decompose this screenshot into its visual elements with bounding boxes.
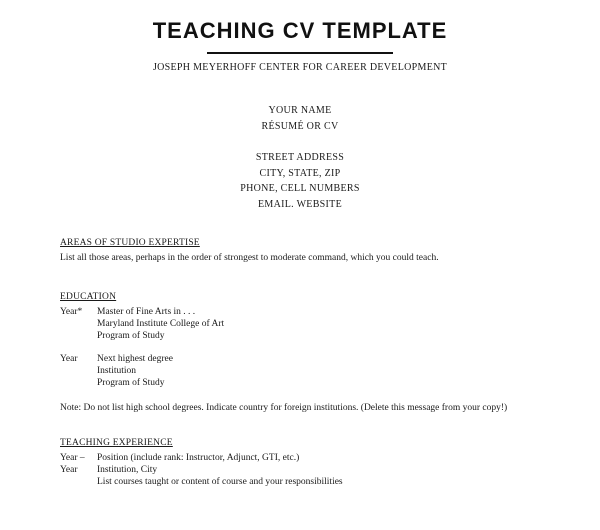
education-degree-2: Next highest degree — [97, 354, 173, 364]
studio-expertise-heading: AREAS OF STUDIO EXPERTISE — [60, 238, 200, 248]
street-address: STREET ADDRESS — [255, 152, 345, 163]
teaching-year-2: Year — [60, 465, 78, 475]
teaching-courses: List courses taught or content of course and your responsibilities — [97, 477, 343, 487]
studio-expertise-text: List all those areas, perhaps in the order of strongest to moderate command, which you could teach. — [60, 253, 439, 263]
education-program-1: Program of Study — [97, 331, 165, 341]
teaching-position: Position (include rank: Instructor, Adjunct, GTI, etc.) — [97, 453, 300, 463]
education-institution-1: Maryland Institute College of Art — [97, 319, 225, 329]
education-institution-2: Institution — [97, 366, 137, 376]
subtitle: JOSEPH MEYERHOFF CENTER FOR CAREER DEVELOPMENT — [152, 62, 448, 73]
teaching-experience-heading: TEACHING EXPERIENCE — [60, 438, 173, 448]
education-year-2: Year — [60, 354, 78, 364]
teaching-institution: Institution, City — [97, 465, 158, 475]
education-year-1: Year* — [60, 307, 83, 317]
city-state-zip: CITY, STATE, ZIP — [259, 168, 341, 179]
education-degree-1: Master of Fine Arts in . . . — [97, 307, 196, 317]
email-website: EMAIL. WEBSITE — [257, 199, 342, 210]
education-program-2: Program of Study — [97, 378, 165, 388]
phone-numbers: PHONE, CELL NUMBERS — [240, 183, 360, 194]
document-type: RÉSUMÉ OR CV — [261, 121, 339, 132]
teaching-year-1: Year – — [60, 453, 85, 463]
education-note: Note: Do not list high school degrees. Indicate country for foreign institutions. (Delete this message from your copy!) — [60, 403, 508, 413]
education-heading: EDUCATION — [60, 292, 117, 302]
title-divider — [207, 52, 393, 54]
page-title: TEACHING CV TEMPLATE — [152, 18, 448, 43]
your-name: YOUR NAME — [268, 105, 332, 116]
